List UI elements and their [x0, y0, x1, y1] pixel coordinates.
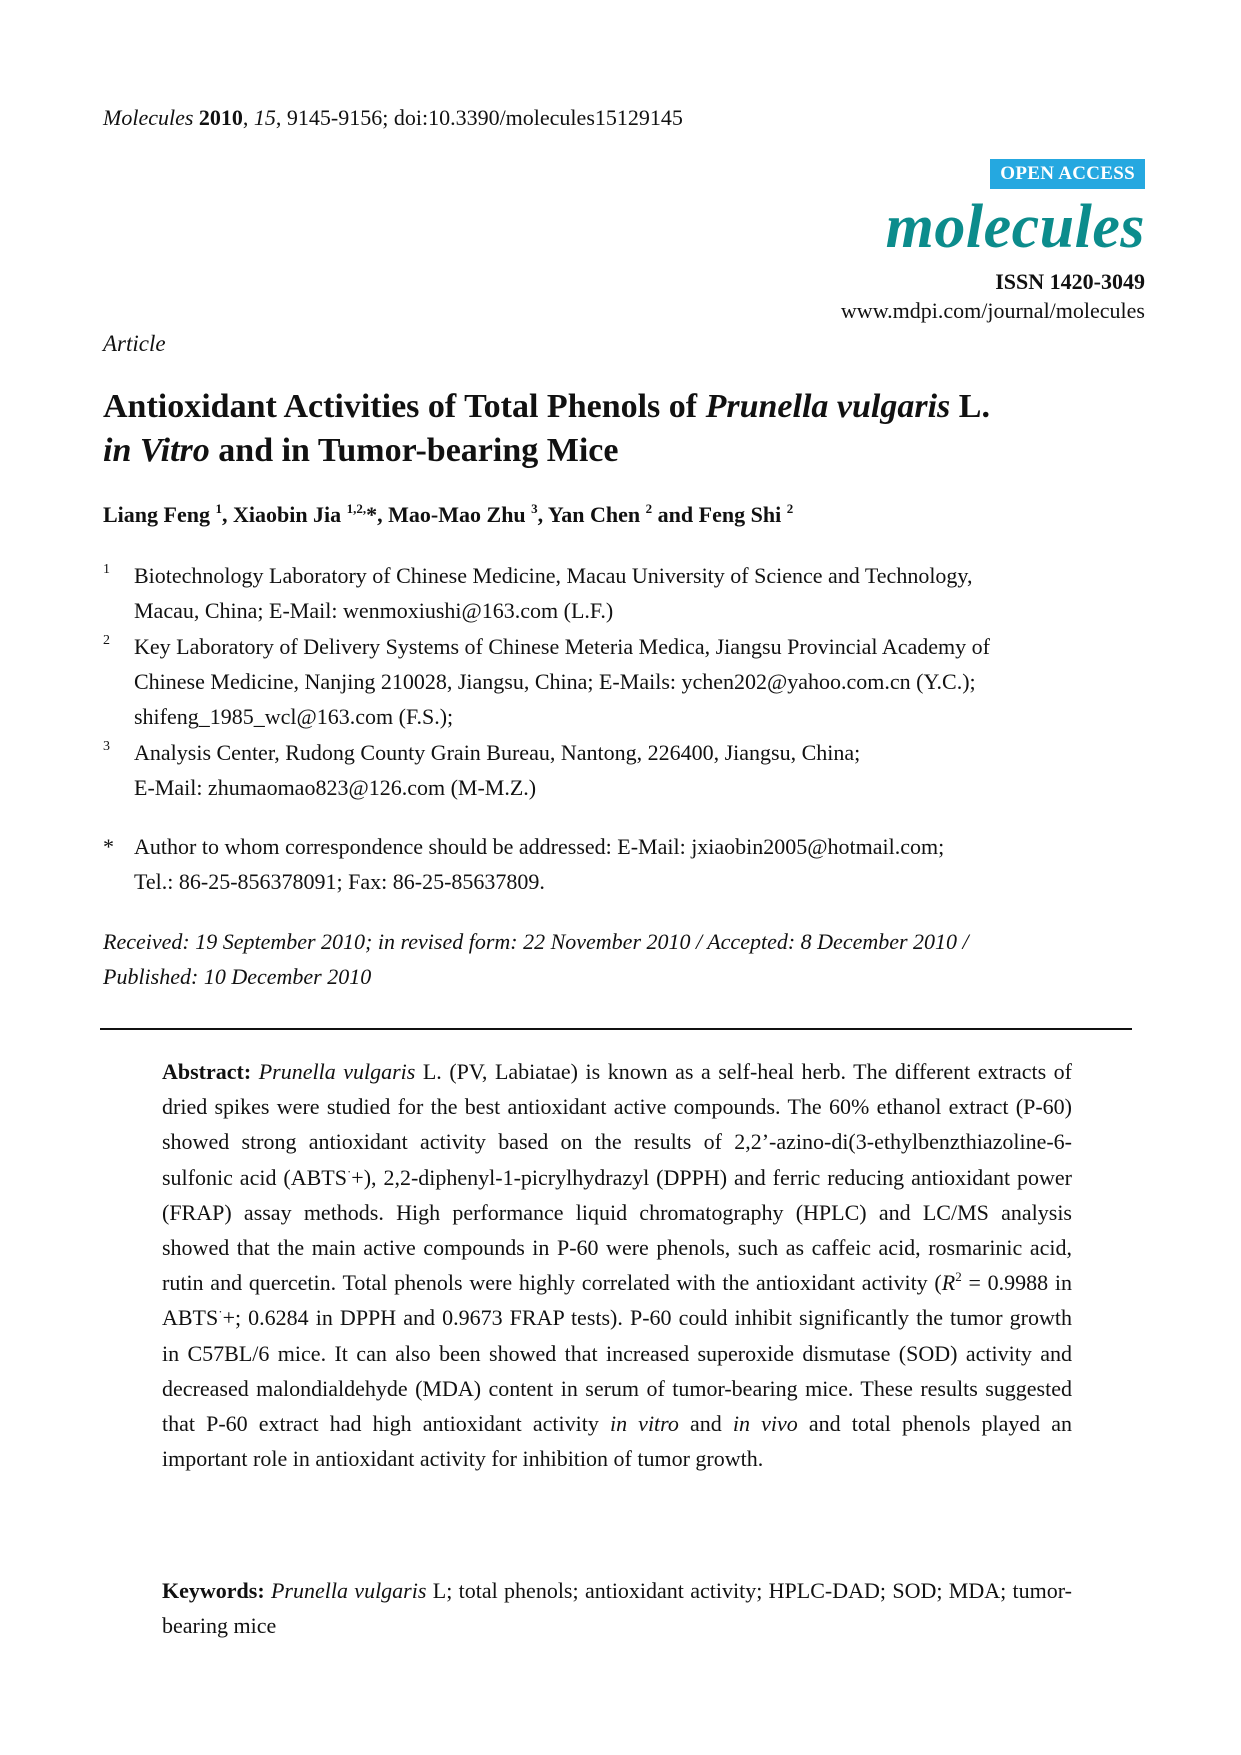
- journal-logo: molecules: [885, 193, 1145, 261]
- abstract-radical-dot: ·: [346, 1163, 352, 1179]
- author-separator: *,: [366, 502, 389, 527]
- citation-journal: Molecules: [103, 105, 194, 130]
- affiliation-line: E-Mail: zhumaomao823@126.com (M-M.Z.): [134, 775, 537, 800]
- title-in-vitro: in Vitro: [103, 432, 210, 469]
- citation-line: Molecules 2010, 15, 9145-9156; doi:10.3390/molecules15129145: [103, 105, 683, 130]
- author-affiliation-mark: 1,2,: [346, 501, 367, 516]
- affiliation-line: Key Laboratory of Delivery Systems of Chinese Meteria Medica, Jiangsu Provincial Academy of: [134, 634, 990, 659]
- title-part-1: Antioxidant Activities of Total Phenols of: [103, 388, 706, 425]
- correspondence-line: Tel.: 86-25-856378091; Fax: 86-25-85637809.: [134, 869, 545, 894]
- abstract-text: = 0.9988 in ABTS: [162, 1270, 1072, 1331]
- abstract-in-vivo: in vivo: [732, 1411, 798, 1437]
- affiliation-line: Chinese Medicine, Nanjing 210028, Jiangsu, China; E-Mails: ychen202@yahoo.com.cn (Y.C.);: [134, 669, 976, 694]
- open-access-badge: OPEN ACCESS: [990, 159, 1145, 189]
- citation-pages-doi: , 9145-9156; doi:10.3390/molecules15129145: [275, 105, 683, 130]
- title-species: Prunella vulgaris: [705, 388, 951, 425]
- abstract-r-squared: 2: [955, 1269, 962, 1285]
- citation-volume: 15: [253, 105, 276, 130]
- dates-line: Published: 10 December 2010: [103, 964, 372, 989]
- abstract-text: +), 2,2-diphenyl-1-picrylhydrazyl (DPPH) and ferric reducing antioxidant power (FRAP) assay methods. High performance liquid chromatography (HPLC) and LC/MS analysis showed that the main active compounds in P-60 were phenols, such as caffeic acid, rosmarinic acid, rutin and quercetin. Total phenols were highly correlated with the antioxidant activity (: [162, 1164, 1072, 1296]
- abstract-text: L. (PV, Labiatae) is known as a self-heal herb. The different extracts of dried spikes were studied for the best antioxidant active compounds. The 60% ethanol extract (P-60) showed strong antioxidant activity based on the results of 2,2’-azino-di(3-ethylbenzthiazoline-6-sulfonic acid (ABTS: [162, 1059, 1072, 1190]
- correspondence-star: *: [103, 834, 114, 859]
- affiliation-number: 1: [103, 562, 110, 577]
- abstract-text: +; 0.6284 in DPPH and 0.9673 FRAP tests). P-60 could inhibit significantly the tumor growth in C57BL/6 mice. It can also been showed that increased superoxide dismutase (SOD) activity and decreased malondialdehyde (MDA) content in serum of tumor-bearing mice. These results suggested that P-60 extract had high antioxidant activity: [162, 1305, 1072, 1437]
- title-part-3: and in Tumor-bearing Mice: [209, 432, 619, 469]
- author-separator: ,: [221, 502, 233, 527]
- abstract: [162, 1054, 1072, 1476]
- dates-line: Received: 19 September 2010; in revised form: 22 November 2010 / Accepted: 8 December 2010 /: [103, 929, 969, 954]
- author-name: Xiaobin Jia: [232, 502, 342, 527]
- keywords-label: Keywords:: [162, 1578, 265, 1603]
- article-type: Article: [103, 331, 166, 356]
- affiliation-text: [134, 558, 1154, 628]
- author-name: Mao-Mao Zhu: [388, 502, 526, 527]
- affiliation-line: Biotechnology Laboratory of Chinese Medicine, Macau University of Science and Technology,: [134, 563, 973, 588]
- abstract-species: Prunella vulgaris: [258, 1059, 416, 1084]
- author-affiliation-mark: 1: [215, 501, 222, 516]
- affiliation-text: [134, 735, 1154, 805]
- author-affiliation-mark: 3: [531, 501, 538, 516]
- author-name: Liang Feng: [103, 502, 210, 527]
- abstract-r: R: [941, 1270, 956, 1296]
- affiliation-number: 3: [103, 739, 110, 754]
- paper-title: [103, 385, 1143, 473]
- author-affiliation-mark: 2: [645, 501, 653, 516]
- author-affiliation-mark: 2: [786, 501, 794, 516]
- affiliation-text: [134, 629, 1154, 734]
- correspondence-line: Author to whom correspondence should be addressed: E-Mail: jxiaobin2005@hotmail.com;: [134, 834, 945, 859]
- citation-year: 2010: [198, 105, 243, 130]
- publication-dates: [103, 924, 1143, 994]
- abstract-text: and total phenols played an important role in antioxidant activity for inhibition of tumor growth.: [162, 1411, 1072, 1472]
- journal-issn: ISSN 1420-3049: [995, 269, 1145, 294]
- affiliation-number: 2: [103, 633, 110, 648]
- affiliation-line: Macau, China; E-Mail: wenmoxiushi@163.com (L.F.): [134, 598, 614, 623]
- abstract-text: and: [678, 1411, 733, 1437]
- author-separator: ,: [537, 502, 548, 527]
- author-list: [103, 500, 793, 530]
- keywords-list: L; total phenols; antioxidant activity; HPLC-DAD; SOD; MDA; tumor-bearing mice: [162, 1578, 1072, 1639]
- author-separator: and: [652, 502, 699, 527]
- abstract-label: Abstract:: [162, 1059, 252, 1084]
- affiliation-line: shifeng_1985_wcl@163.com (F.S.);: [134, 704, 454, 729]
- correspondence-text: [134, 829, 1154, 899]
- affiliation-line: Analysis Center, Rudong County Grain Bureau, Nantong, 226400, Jiangsu, China;: [134, 740, 861, 765]
- abstract-radical-dot: ·: [218, 1304, 223, 1320]
- author-name: Feng Shi: [698, 502, 782, 527]
- keywords: [162, 1573, 1072, 1643]
- author-name: Yan Chen: [547, 502, 641, 527]
- divider: [100, 1028, 1132, 1030]
- keywords-species: Prunella vulgaris: [270, 1578, 427, 1603]
- title-part-2: L.: [950, 388, 990, 425]
- abstract-in-vitro: in vitro: [609, 1411, 679, 1437]
- journal-website-link[interactable]: www.mdpi.com/journal/molecules: [840, 298, 1145, 323]
